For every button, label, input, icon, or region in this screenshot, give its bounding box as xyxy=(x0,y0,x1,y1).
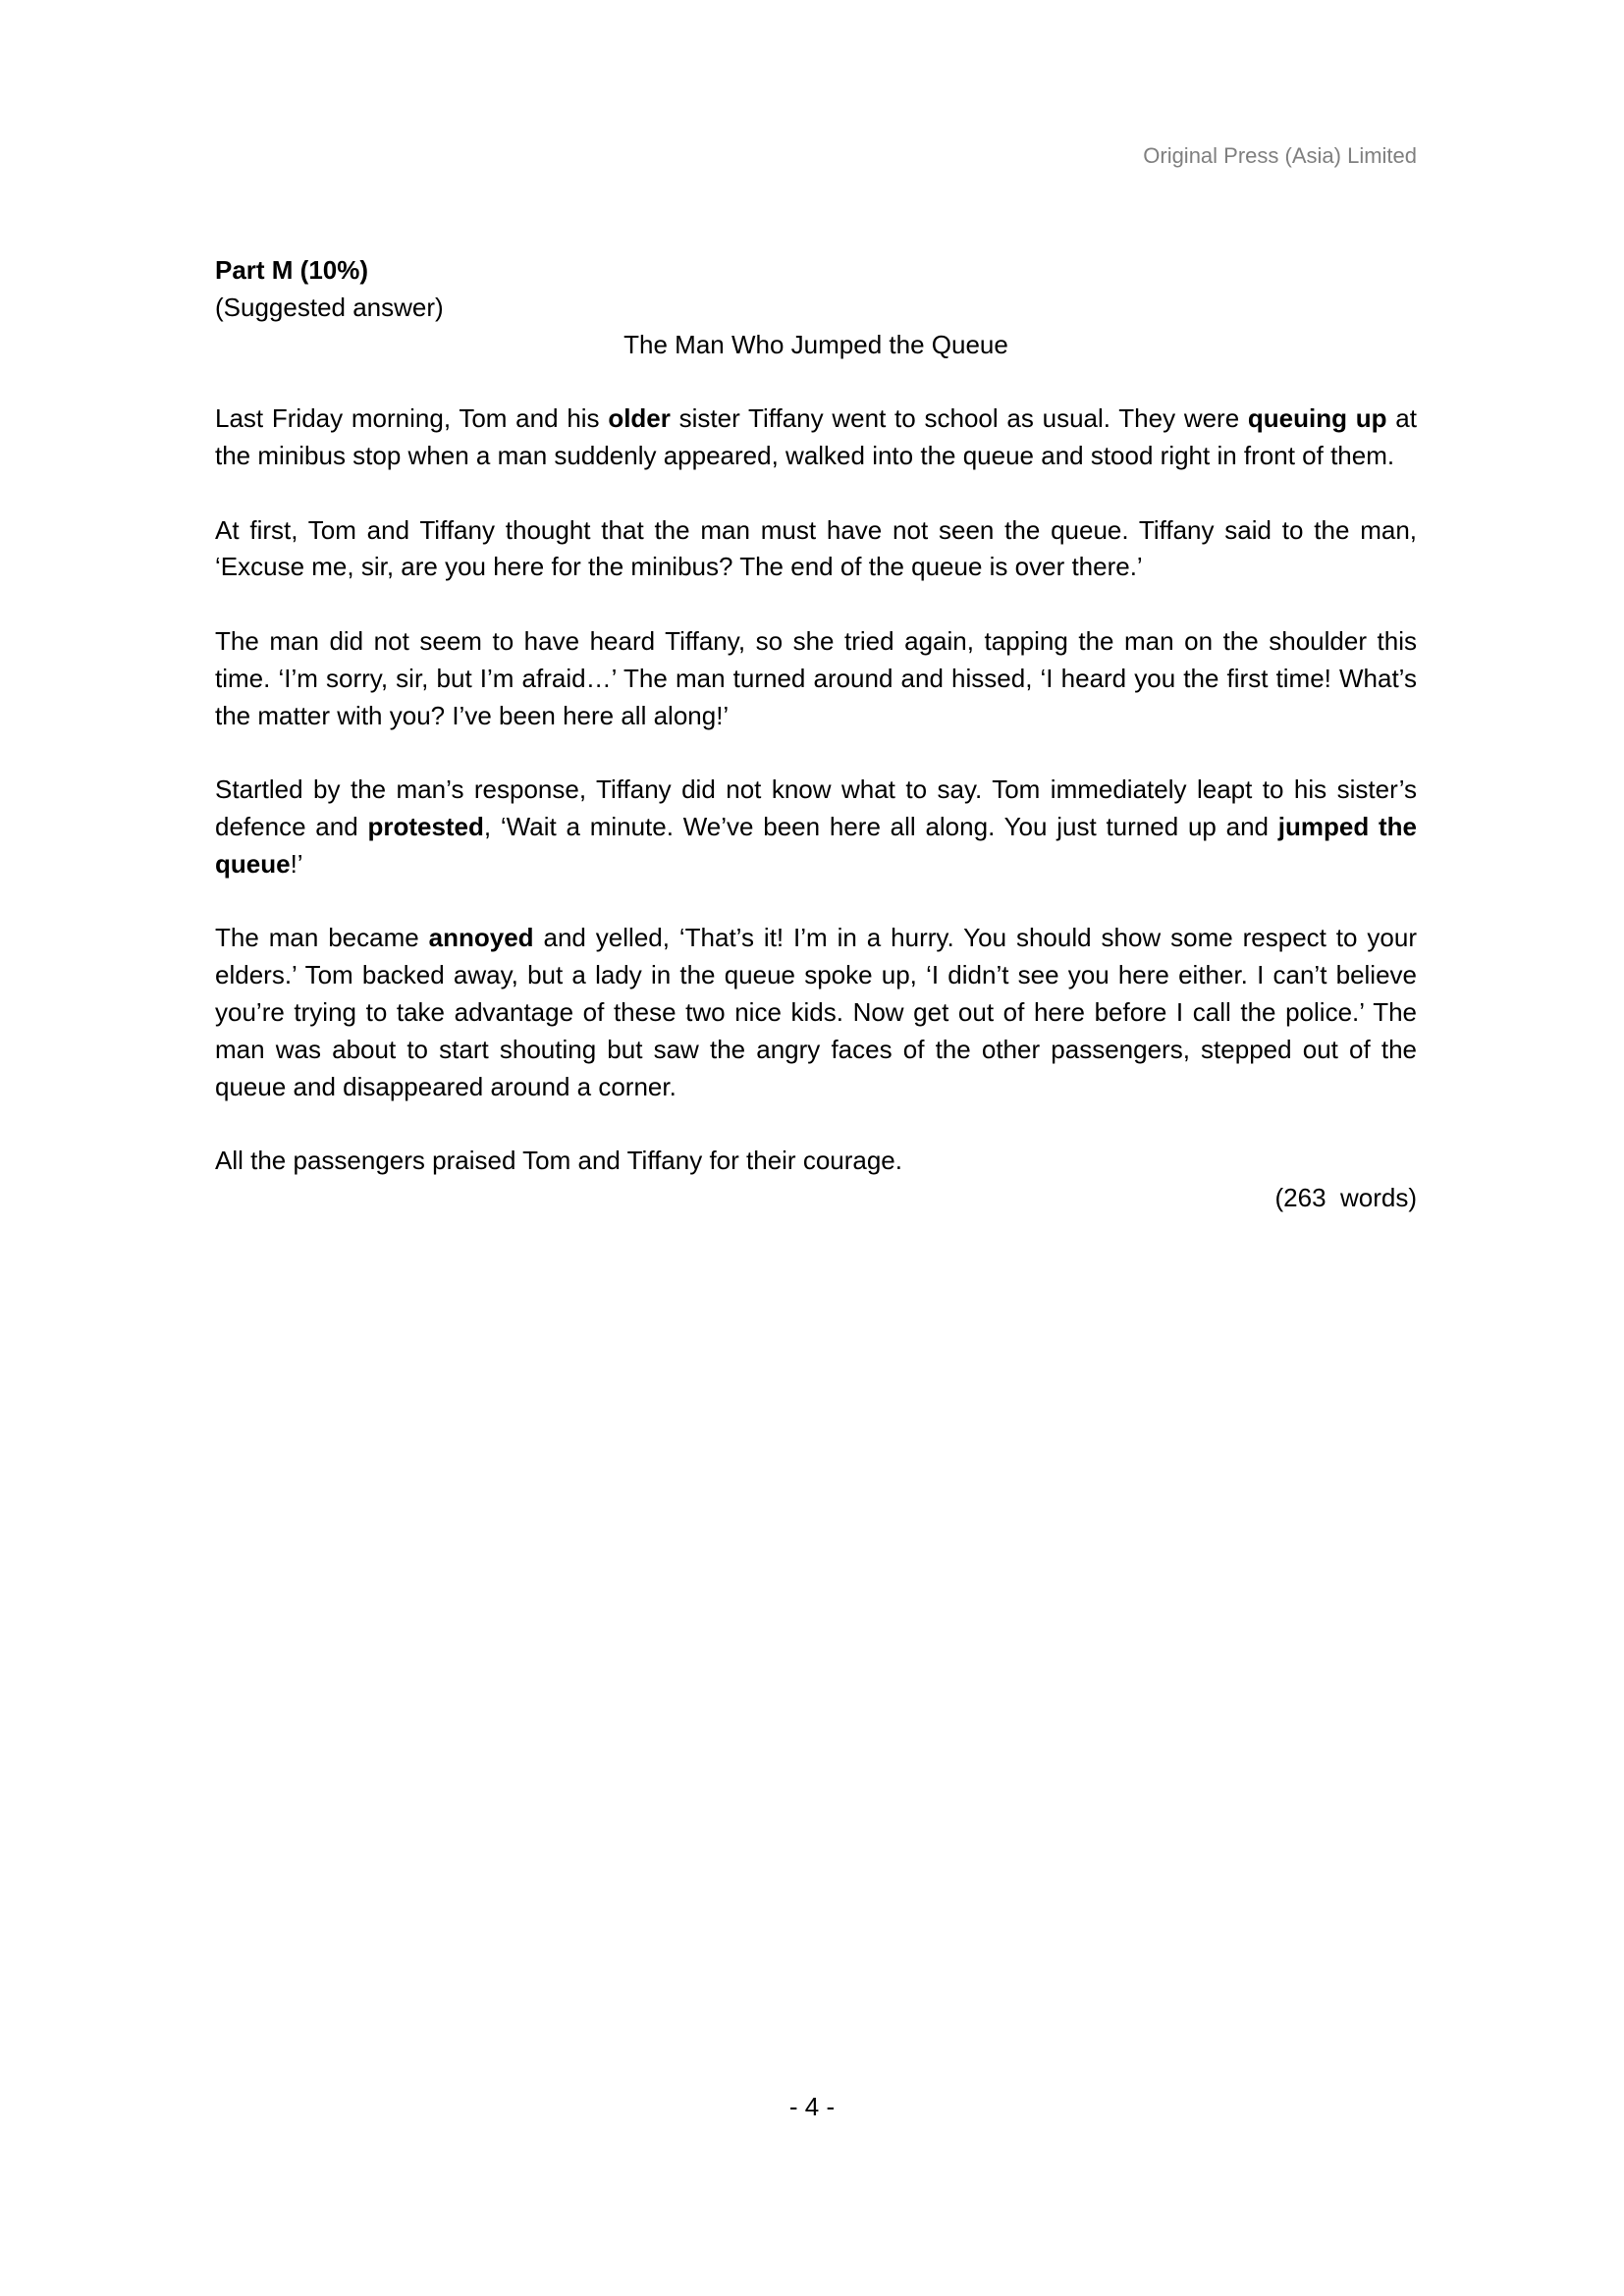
paragraph-text: , ‘Wait a minute. We’ve been here all along. You just turned up and xyxy=(483,811,1278,841)
highlighted-vocabulary: annoyed xyxy=(428,923,534,953)
story-title: The Man Who Jumped the Queue xyxy=(623,329,1008,359)
paragraph-text: !’ xyxy=(290,848,303,879)
highlighted-vocabulary: protested xyxy=(367,811,484,841)
story-paragraph xyxy=(215,512,1417,587)
publisher-header: Original Press (Asia) Limited xyxy=(1143,143,1417,168)
story-paragraph xyxy=(215,400,1417,475)
story-paragraph xyxy=(215,623,1417,734)
paragraph-text: All the passengers praised Tom and Tiffany for their courage. xyxy=(215,1146,902,1176)
paragraph-text: at the minibus stop when a man suddenly appeared, walked into the queue and stood right in front of them. xyxy=(215,403,1417,470)
part-title: Part M (10%) xyxy=(215,255,369,285)
story-paragraph xyxy=(215,1143,1417,1180)
paragraph-text: sister Tiffany went to school as usual. They were xyxy=(670,403,1248,434)
page-number: - 4 - xyxy=(788,2092,836,2121)
highlighted-vocabulary: older xyxy=(608,403,671,434)
paragraph-text: and yelled, ‘That’s it! I’m in a hurry. You should show some respect to your elders.’ Tom backed away, but a lady in the queue spoke up, ‘I didn’t see you here either. I can’t believe you’re trying to take advantage of these two nice kids. Now get out of here before I call the police.’ The man was about to start shouting but saw the angry faces of the other passengers, stepped out of the queue and disappeared around a corner. xyxy=(215,923,1417,1101)
paragraph-text: The man did not seem to have heard Tiffany, so she tried again, tapping the man on the shoulder this time. ‘I’m sorry, sir, but I’m afraid…’ The man turned around and hissed, ‘I heard you the first time! What’s the matter with you? I’ve been here all along!’ xyxy=(215,625,1417,730)
suggested-answer-note: (Suggested answer) xyxy=(215,292,444,322)
paragraph-text: At first, Tom and Tiffany thought that the man must have not seen the queue. Tiffany said to the man, ‘Excuse me, sir, are you here for the minibus? The end of the queue is over there.’ xyxy=(215,514,1417,582)
paragraph-text: Startled by the man’s response, Tiffany did not know what to say. Tom immediately leapt to his sister’s defence and xyxy=(215,774,1417,841)
word-count: (263 words) xyxy=(1274,1182,1417,1212)
story-paragraph xyxy=(215,920,1417,1105)
paragraph-text: Last Friday morning, Tom and his xyxy=(215,403,609,434)
story-paragraph xyxy=(215,772,1417,882)
story-body xyxy=(215,400,1417,1180)
paragraph-text: The man became xyxy=(215,923,429,953)
answer-content xyxy=(215,252,1417,1217)
highlighted-vocabulary: jumped the queue xyxy=(215,811,1417,879)
highlighted-vocabulary: queuing up xyxy=(1247,403,1387,434)
